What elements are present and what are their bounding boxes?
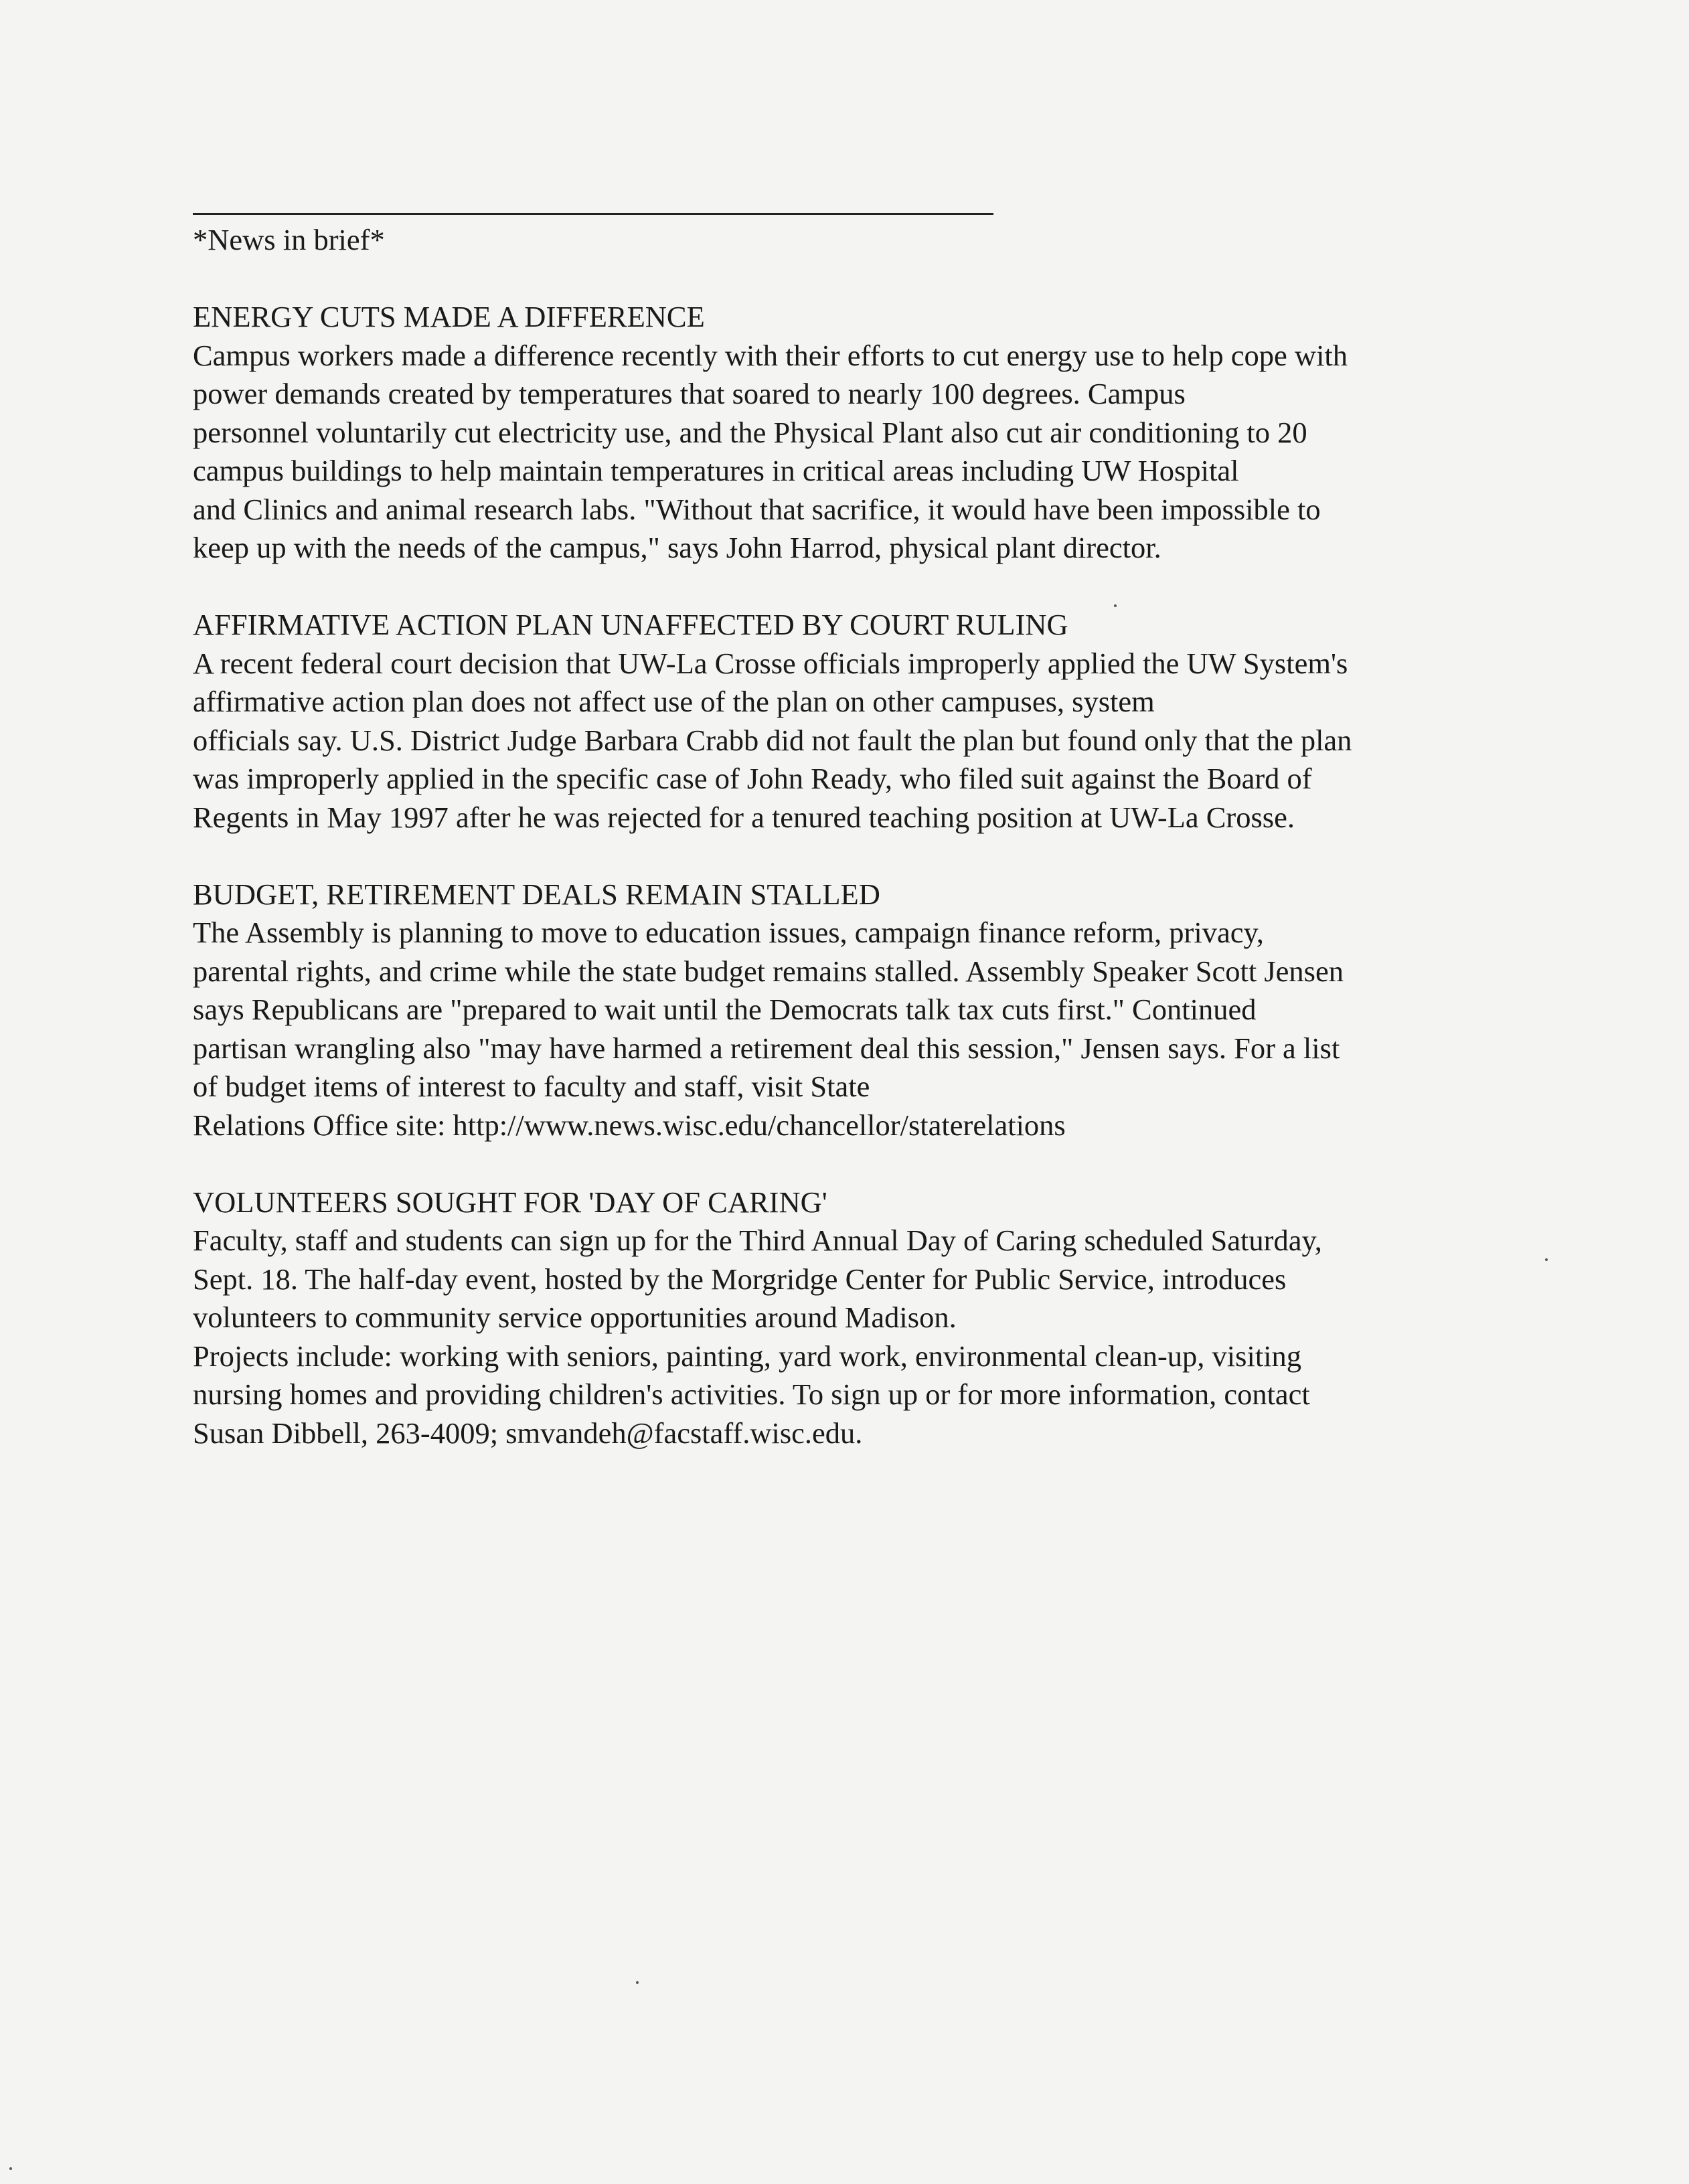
article-line: Sept. 18. The half-day event, hosted by the Morgridge Center for Public Service, introduces [193,1262,1287,1296]
news-content [193,221,1525,1491]
article-title: ENERGY CUTS MADE A DIFFERENCE [193,300,705,333]
article-line: A recent federal court decision that UW-La Crosse officials improperly applied the UW System's [193,646,1348,680]
article-line: Regents in May 1997 after he was rejected for a tenured teaching position at UW-La Crosse. [193,800,1295,834]
article-title: BUDGET, RETIREMENT DEALS REMAIN STALLED [193,877,880,911]
article-day-of-caring [193,1183,1525,1453]
article-line: was improperly applied in the specific case of John Ready, who filed suit against the Board of [193,762,1312,795]
article-line: partisan wrangling also "may have harmed a retirement deal this session," Jensen says. For a list [193,1031,1340,1065]
article-line: personnel voluntarily cut electricity use, and the Physical Plant also cut air conditioning to 20 [193,415,1307,449]
scan-speck [1545,1258,1548,1261]
article-line: The Assembly is planning to move to education issues, campaign finance reform, privacy, [193,916,1264,949]
article-line: Campus workers made a difference recently with their efforts to cut energy use to help cope with [193,338,1348,372]
scan-speck [636,1981,639,1984]
article-line: Faculty, staff and students can sign up for the Third Annual Day of Caring scheduled Saturday, [193,1224,1322,1257]
article-title: AFFIRMATIVE ACTION PLAN UNAFFECTED BY COURT RULING [193,608,1068,641]
article-line: volunteers to community service opportunities around Madison. [193,1300,957,1334]
article-line: affirmative action plan does not affect use of the plan on other campuses, system [193,685,1155,718]
article-line: officials say. U.S. District Judge Barbara Crabb did not fault the plan but found only that the plan [193,723,1352,757]
header-rule [193,213,993,215]
article-line: Relations Office site: http://www.news.wisc.edu/chancellor/staterelations [193,1108,1066,1142]
scan-speck [1114,604,1117,607]
article-line: campus buildings to help maintain temperatures in critical areas including UW Hospital [193,454,1239,487]
article-budget-retirement [193,875,1525,1145]
article-line: Projects include: working with seniors, painting, yard work, environmental clean-up, visiting [193,1339,1302,1373]
article-line: Susan Dibbell, 263-4009; smvandeh@facstaff.wisc.edu. [193,1416,863,1450]
article-line: keep up with the needs of the campus," says John Harrod, physical plant director. [193,531,1161,564]
article-line: nursing homes and providing children's activities. To sign up or for more information, contact [193,1377,1310,1411]
article-line: power demands created by temperatures that soared to nearly 100 degrees. Campus [193,377,1186,410]
news-in-brief-label: *News in brief* [193,223,385,256]
article-line: parental rights, and crime while the state budget remains stalled. Assembly Speaker Scott Jensen [193,954,1344,988]
spacer [193,260,1525,299]
article-energy-cuts [193,298,1525,568]
scan-speck [9,2167,12,2170]
article-affirmative-action [193,606,1525,837]
article-line: of budget items of interest to faculty and staff, visit State [193,1070,870,1103]
article-line: and Clinics and animal research labs. "Without that sacrifice, it would have been impossible to [193,492,1321,526]
article-line: says Republicans are "prepared to wait until the Democrats talk tax cuts first." Continued [193,993,1257,1026]
article-title: VOLUNTEERS SOUGHT FOR 'DAY OF CARING' [193,1185,827,1219]
